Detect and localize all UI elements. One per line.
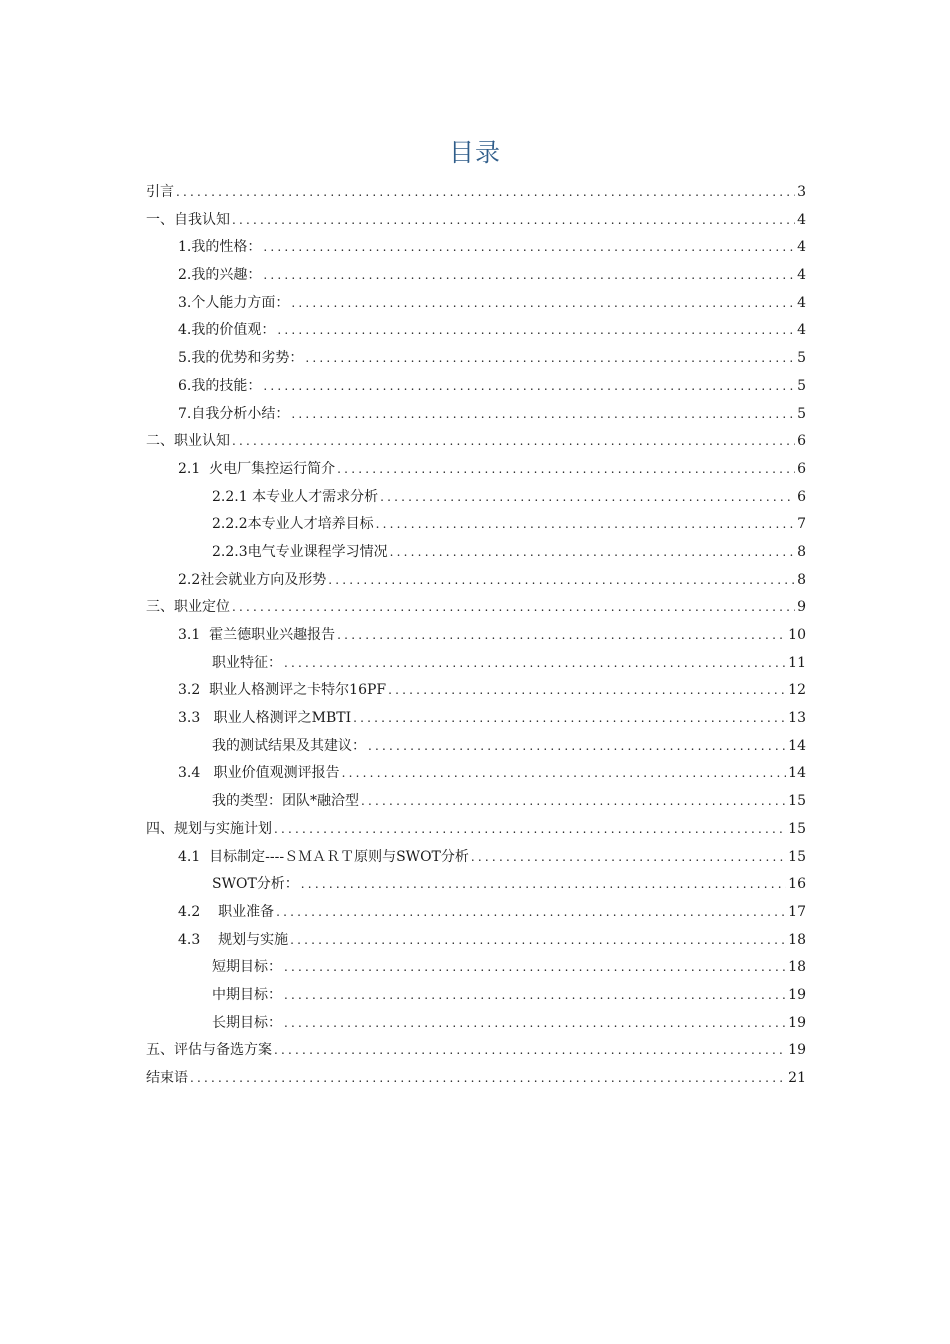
toc-entry[interactable]	[146, 871, 806, 899]
toc-entry[interactable]	[146, 290, 806, 318]
toc-title: 目录	[448, 138, 501, 167]
toc-entry-title: 引言	[146, 184, 174, 200]
toc-entry-page-number: 4	[797, 322, 806, 339]
toc-entry-page-number: 15	[788, 820, 806, 837]
toc-entry[interactable]	[146, 622, 806, 650]
toc-entry[interactable]	[146, 760, 806, 788]
toc-entry[interactable]	[146, 179, 806, 207]
toc-dot-leader	[342, 760, 787, 788]
toc-entry-page-number: 19	[788, 986, 806, 1003]
toc-dot-leader	[284, 954, 786, 982]
toc-entry-page-number: 10	[788, 627, 806, 643]
toc-entry[interactable]	[146, 484, 806, 512]
toc-entry-title: 2.2社会就业方向及形势	[178, 571, 327, 588]
toc-entry-page-number: 15	[788, 848, 806, 865]
toc-entry-page-number: 18	[788, 959, 806, 976]
toc-entry-title: 4.1 目标制定----ＳＭＡＲＴ原则与SWOT分析	[178, 848, 469, 865]
toc-entry[interactable]	[146, 650, 806, 678]
toc-entry[interactable]	[146, 982, 806, 1010]
toc-entry-title: 三、职业定位	[146, 599, 230, 616]
toc-dot-leader	[232, 207, 795, 235]
toc-entry[interactable]	[146, 567, 806, 595]
toc-entry-title: 6.我的技能：	[178, 377, 262, 394]
toc-dot-leader	[368, 733, 786, 761]
toc-entry-title: 短期目标：	[212, 959, 282, 976]
toc-dot-leader	[284, 1010, 786, 1038]
toc-entry-page-number: 8	[797, 543, 806, 560]
toc-dot-leader	[301, 871, 786, 899]
toc-entry-title: 2.1 火电厂集控运行简介	[178, 460, 336, 477]
toc-dot-leader	[353, 705, 786, 733]
toc-entry-title: 2.2.1 本专业人才需求分析	[212, 488, 379, 505]
toc-entry-title: 7.自我分析小结：	[178, 405, 290, 422]
toc-dot-leader	[263, 234, 795, 262]
toc-dot-leader	[390, 539, 795, 567]
toc-dot-leader	[291, 401, 795, 429]
toc-entry-page-number: 19	[788, 1014, 806, 1031]
toc-dot-leader	[274, 816, 786, 844]
toc-entry-page-number: 19	[788, 1042, 806, 1059]
toc-entry[interactable]	[146, 1010, 806, 1038]
toc-entry-title: 五、评估与备选方案	[146, 1042, 272, 1059]
toc-entry-page-number: 5	[797, 405, 806, 422]
toc-entry-page-number: 7	[797, 516, 806, 533]
toc-entry[interactable]	[146, 705, 806, 733]
toc-entry-title: 3.个人能力方面：	[178, 294, 290, 311]
toc-entry-title: 3.3 职业人格测评之MBTI	[178, 710, 352, 727]
toc-dot-leader	[328, 567, 795, 595]
toc-entry-title: 我的类型：团队*融洽型	[212, 793, 359, 810]
toc-entry[interactable]	[146, 262, 806, 290]
toc-dot-leader	[176, 179, 795, 207]
table-of-contents	[146, 179, 806, 1093]
toc-entry[interactable]	[146, 677, 806, 705]
toc-entry-page-number: 8	[797, 571, 806, 588]
toc-entry-title: 2.2.3电气专业课程学习情况	[212, 543, 388, 560]
toc-dot-leader	[290, 927, 786, 955]
toc-entry-page-number: 18	[788, 931, 806, 948]
toc-dot-leader	[277, 317, 795, 345]
toc-entry[interactable]	[146, 1065, 806, 1093]
toc-entry-page-number: 6	[797, 433, 806, 450]
toc-entry-page-number: 12	[788, 682, 806, 699]
toc-dot-leader	[291, 290, 795, 318]
toc-dot-leader	[361, 788, 786, 816]
toc-entry[interactable]	[146, 816, 806, 844]
toc-entry-page-number: 9	[797, 599, 806, 616]
toc-dot-leader	[376, 511, 795, 539]
toc-entry[interactable]	[146, 899, 806, 927]
toc-entry-page-number: 21	[788, 1070, 806, 1086]
toc-entry-page-number: 14	[788, 765, 806, 782]
toc-entry-title: 二、职业认知	[146, 433, 230, 450]
toc-entry[interactable]	[146, 594, 806, 622]
toc-entry-title: 5.我的优势和劣势：	[178, 350, 304, 367]
toc-entry-page-number: 13	[788, 710, 806, 727]
toc-dot-leader	[388, 677, 786, 705]
toc-entry-title: 2.2.2本专业人才培养目标	[212, 516, 374, 533]
toc-entry-title: 长期目标：	[212, 1014, 282, 1031]
toc-dot-leader	[276, 899, 786, 927]
toc-entry[interactable]	[146, 733, 806, 761]
toc-dot-leader	[263, 373, 795, 401]
toc-entry-title: 四、规划与实施计划	[146, 820, 272, 837]
toc-entry[interactable]	[146, 317, 806, 345]
toc-entry[interactable]	[146, 954, 806, 982]
toc-entry[interactable]	[146, 927, 806, 955]
toc-entry-page-number: 6	[797, 488, 806, 505]
toc-dot-leader	[284, 650, 786, 678]
toc-entry-page-number: 16	[788, 876, 806, 893]
toc-dot-leader	[337, 456, 795, 484]
toc-entry-title: SWOT分析：	[212, 876, 299, 893]
toc-entry[interactable]	[146, 207, 806, 235]
toc-entry-page-number: 4	[797, 211, 806, 228]
toc-dot-leader	[232, 594, 795, 622]
toc-dot-leader	[284, 982, 786, 1010]
toc-dot-leader	[274, 1037, 786, 1065]
toc-entry-page-number: 17	[788, 903, 806, 920]
toc-entry-title: 职业特征：	[212, 654, 282, 671]
toc-dot-leader	[263, 262, 795, 290]
toc-entry-page-number: 4	[797, 267, 806, 284]
toc-entry-page-number: 15	[788, 793, 806, 810]
toc-entry-title: 我的测试结果及其建议：	[212, 737, 366, 754]
toc-entry[interactable]	[146, 428, 806, 456]
toc-entry-page-number: 11	[788, 654, 806, 671]
toc-entry-title: 结束语	[146, 1070, 188, 1086]
toc-entry-title: 4.2 职业准备	[178, 903, 275, 920]
toc-dot-leader	[471, 844, 786, 872]
toc-entry-title: 3.2 职业人格测评之卡特尔16PF	[178, 682, 387, 699]
toc-entry-title: 4.3 规划与实施	[178, 931, 289, 948]
toc-entry[interactable]	[146, 373, 806, 401]
toc-dot-leader	[232, 428, 795, 456]
toc-entry-page-number: 5	[797, 377, 806, 394]
toc-entry[interactable]	[146, 401, 806, 429]
toc-entry-title: 一、自我认知	[146, 211, 230, 228]
toc-entry-title: 4.我的价值观：	[178, 322, 276, 339]
toc-entry[interactable]	[146, 511, 806, 539]
toc-dot-leader	[305, 345, 795, 373]
toc-entry[interactable]	[146, 456, 806, 484]
toc-dot-leader	[380, 484, 795, 512]
toc-entry-page-number: 14	[788, 737, 806, 754]
toc-entry[interactable]	[146, 1037, 806, 1065]
toc-entry[interactable]	[146, 788, 806, 816]
toc-entry-page-number: 3	[797, 184, 806, 200]
toc-entry-page-number: 5	[797, 350, 806, 367]
toc-dot-leader	[337, 622, 786, 650]
toc-entry-page-number: 4	[797, 294, 806, 311]
toc-entry-page-number: 4	[797, 239, 806, 256]
toc-entry-title: 1.我的性格：	[178, 239, 262, 256]
toc-entry[interactable]	[146, 234, 806, 262]
toc-entry[interactable]	[146, 345, 806, 373]
toc-entry-page-number: 6	[797, 460, 806, 477]
toc-entry-title: 2.我的兴趣：	[178, 267, 262, 284]
toc-entry-title: 3.4 职业价值观测评报告	[178, 765, 340, 782]
toc-entry-title: 3.1 霍兰德职业兴趣报告	[178, 627, 336, 643]
toc-entry-title: 中期目标：	[212, 986, 282, 1003]
toc-entry[interactable]	[146, 539, 806, 567]
toc-dot-leader	[190, 1065, 786, 1093]
toc-entry[interactable]	[146, 844, 806, 872]
